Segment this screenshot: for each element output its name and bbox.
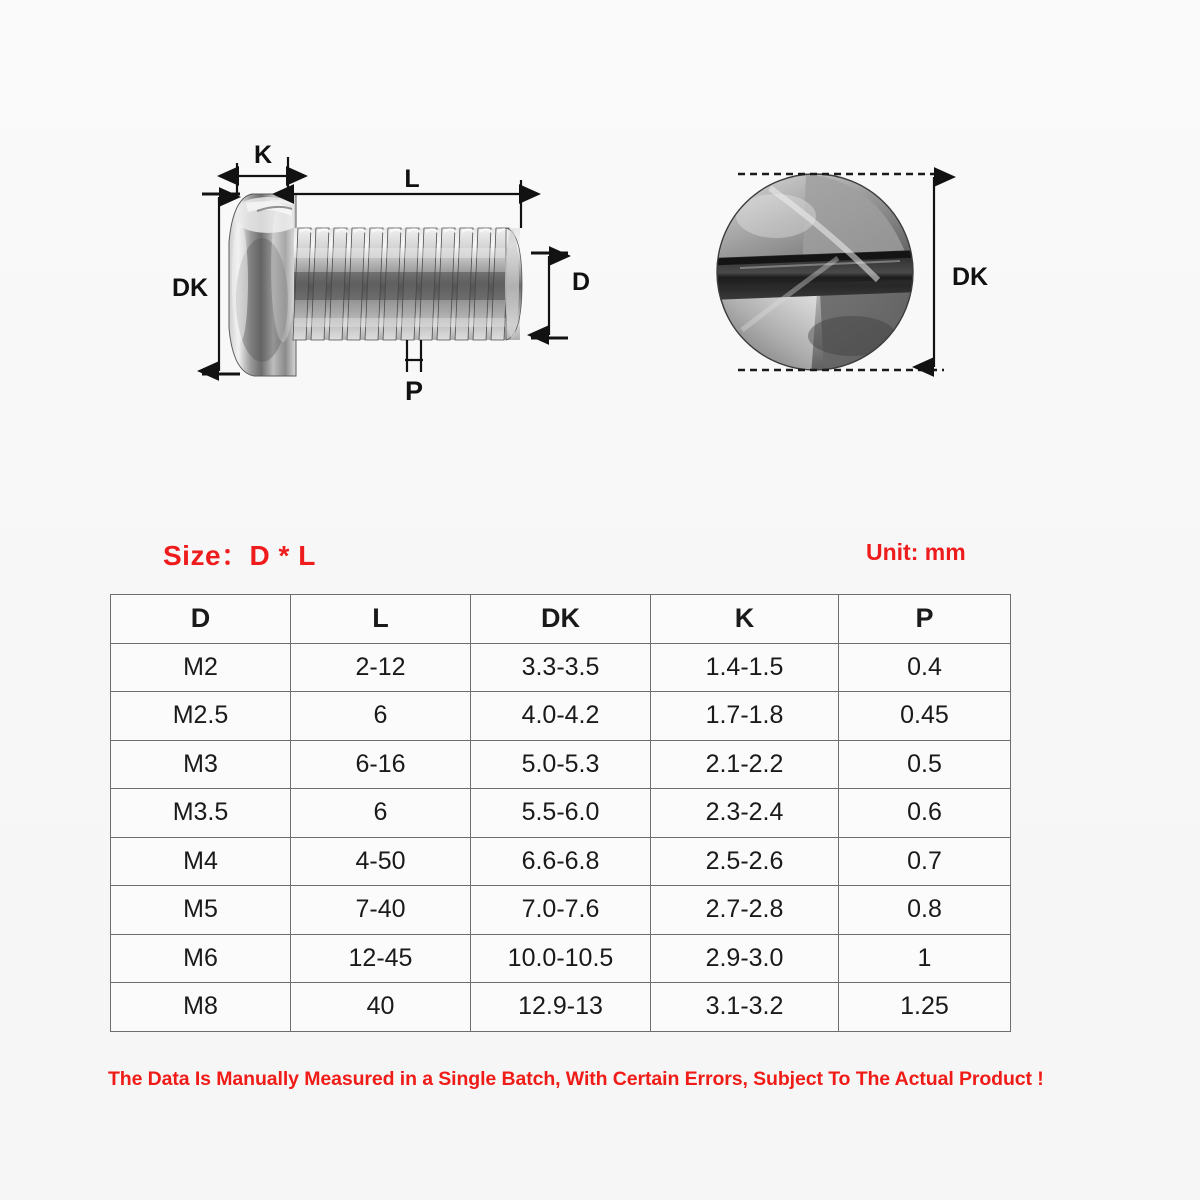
cell-p: 0.45 <box>839 692 1011 741</box>
table-header-row <box>111 595 1011 644</box>
table-row <box>111 692 1011 741</box>
table-row <box>111 837 1011 886</box>
cell-l: 4-50 <box>291 837 471 886</box>
cell-d: M2 <box>111 643 291 692</box>
callout-label-p: P <box>404 376 424 406</box>
column-header-dk: DK <box>471 595 651 644</box>
unit-label: Unit: mm <box>866 539 966 565</box>
cell-l: 40 <box>291 983 471 1032</box>
column-header-l: L <box>291 595 471 644</box>
cell-d: M2.5 <box>111 692 291 741</box>
screw-side-view-graphic <box>229 194 522 376</box>
specification-table <box>110 594 1011 1032</box>
cell-p: 1 <box>839 934 1011 983</box>
table-row <box>111 740 1011 789</box>
table-row <box>111 983 1011 1032</box>
technical-drawing-area <box>0 0 1200 500</box>
cell-p: 0.6 <box>839 789 1011 838</box>
cell-d: M5 <box>111 886 291 935</box>
cell-dk: 7.0-7.6 <box>471 886 651 935</box>
cell-k: 2.9-3.0 <box>651 934 839 983</box>
cell-dk: 5.0-5.3 <box>471 740 651 789</box>
cell-k: 2.1-2.2 <box>651 740 839 789</box>
cell-dk: 3.3-3.5 <box>471 643 651 692</box>
cell-l: 12-45 <box>291 934 471 983</box>
cell-d: M8 <box>111 983 291 1032</box>
table-row <box>111 886 1011 935</box>
cell-k: 2.3-2.4 <box>651 789 839 838</box>
column-header-k: K <box>651 595 839 644</box>
callout-label-dk-top: DK <box>952 263 989 291</box>
cell-dk: 12.9-13 <box>471 983 651 1032</box>
cell-dk: 10.0-10.5 <box>471 934 651 983</box>
cell-dk: 4.0-4.2 <box>471 692 651 741</box>
table-row <box>111 934 1011 983</box>
cell-p: 0.8 <box>839 886 1011 935</box>
cell-l: 7-40 <box>291 886 471 935</box>
cell-dk: 5.5-6.0 <box>471 789 651 838</box>
cell-p: 1.25 <box>839 983 1011 1032</box>
screw-top-view-graphic <box>712 172 918 376</box>
cell-k: 1.7-1.8 <box>651 692 839 741</box>
cell-d: M6 <box>111 934 291 983</box>
cell-l: 6 <box>291 789 471 838</box>
cell-d: M4 <box>111 837 291 886</box>
cell-l: 6-16 <box>291 740 471 789</box>
cell-d: M3.5 <box>111 789 291 838</box>
cell-p: 0.4 <box>839 643 1011 692</box>
table-row <box>111 789 1011 838</box>
measurement-disclaimer: The Data Is Manually Measured in a Single Batch, With Certain Errors, Subject To The Actual Product ! <box>108 1068 1044 1090</box>
cell-l: 6 <box>291 692 471 741</box>
column-header-d: D <box>111 595 291 644</box>
size-format-label: Size：D * L <box>163 540 316 571</box>
column-header-p: P <box>839 595 1011 644</box>
cell-d: M3 <box>111 740 291 789</box>
callout-label-d: D <box>572 268 591 296</box>
cell-dk: 6.6-6.8 <box>471 837 651 886</box>
callout-label-dk-side: DK <box>171 274 209 302</box>
callout-label-l: L <box>404 165 420 193</box>
cell-k: 3.1-3.2 <box>651 983 839 1032</box>
cell-p: 0.5 <box>839 740 1011 789</box>
callout-label-k: K <box>253 141 273 169</box>
cell-k: 2.7-2.8 <box>651 886 839 935</box>
thread-profile <box>293 228 520 340</box>
cell-p: 0.7 <box>839 837 1011 886</box>
cell-k: 2.5-2.6 <box>651 837 839 886</box>
cell-l: 2-12 <box>291 643 471 692</box>
cell-k: 1.4-1.5 <box>651 643 839 692</box>
table-row <box>111 643 1011 692</box>
